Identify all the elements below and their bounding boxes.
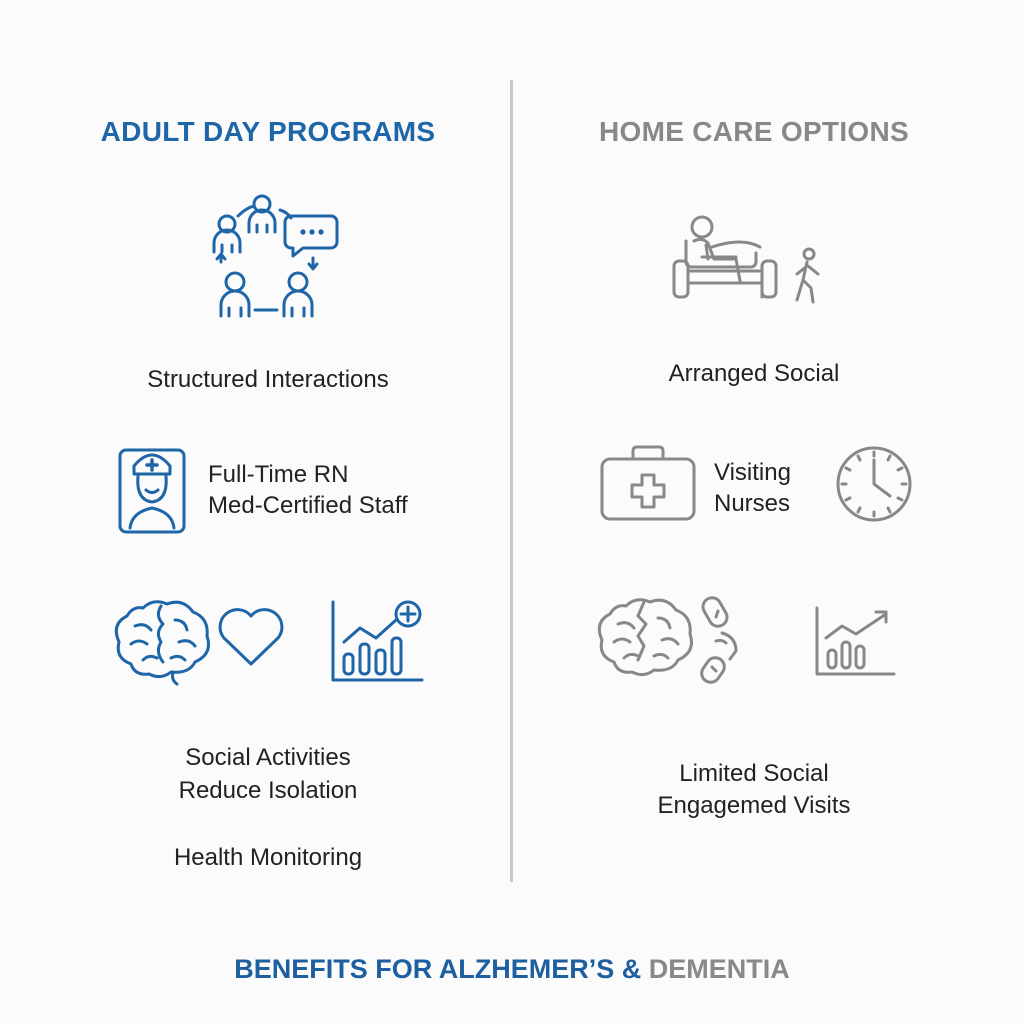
home-care-options-heading: HOME CARE OPTIONS (598, 116, 909, 147)
brain-icon (113, 598, 213, 686)
footer-title-part2: DEMENTIA (648, 954, 790, 984)
arranged-social-label: Arranged Social (668, 360, 840, 387)
walking-person-icon (792, 248, 824, 304)
nurse-id-badge-icon (118, 440, 186, 534)
full-time-rn-label: Full-Time RN (208, 461, 349, 488)
clock-icon (834, 444, 914, 524)
nurses-label: Nurses (714, 490, 791, 517)
person-on-sofa-icon (672, 213, 778, 301)
cracked-brain-icon (598, 596, 694, 684)
group-interaction-icon (205, 192, 365, 324)
health-monitoring-label: Health Monitoring (173, 844, 363, 871)
first-aid-kit-icon (600, 445, 696, 521)
social-activities-label: Social Activities (185, 744, 351, 771)
med-certified-staff-label: Med-Certified Staff (208, 492, 408, 519)
visiting-label: Visiting (714, 459, 791, 486)
footer-ampersand: & (621, 954, 642, 984)
adult-day-programs-heading: ADULT DAY PROGRAMS (100, 116, 436, 147)
trending-chart-icon (814, 606, 896, 678)
engagemed-visits-label: Engagemed Visits (657, 792, 851, 819)
footer-title-part1: BENEFITS FOR ALZHEMER’S (234, 954, 615, 984)
broken-chain-icon (692, 593, 748, 687)
footer-title (0, 954, 1024, 985)
structured-interactions-label: Structured Interactions (147, 366, 389, 393)
reduce-isolation-label: Reduce Isolation (178, 777, 358, 804)
limited-social-label: Limited Social (679, 760, 829, 787)
heart-icon (216, 606, 286, 668)
bar-chart-plus-icon (330, 598, 426, 684)
